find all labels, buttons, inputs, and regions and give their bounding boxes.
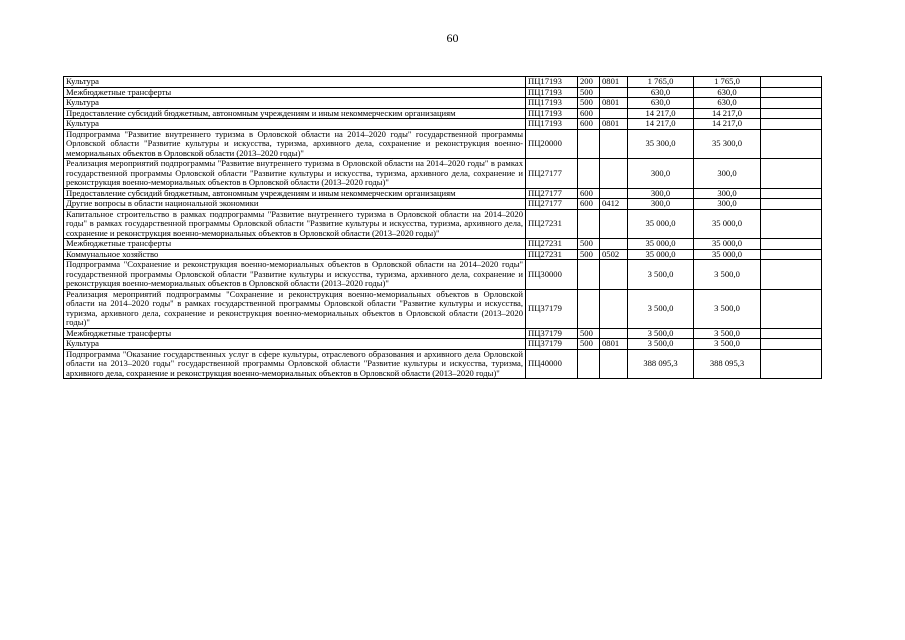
section-code: 0502 [600, 249, 628, 260]
amount-3 [761, 199, 822, 210]
amount-2: 300,0 [694, 159, 761, 189]
item-name: Подпрограмма "Оказание государственных услуг в сфере культуры, отраслевого образования и архивного дела Орловской области на 2013–2020 годы" государственной программы Орловской области "Развитие культуры и искусства, туризма, архивного дела, сохранение и реконструкция военно-мемориальных объектов в Орловской области (2013–2020 годы)" [64, 349, 526, 379]
amount-3 [761, 129, 822, 159]
amount-3 [761, 289, 822, 328]
amount-1: 1 765,0 [628, 77, 694, 88]
amount-3 [761, 209, 822, 239]
item-name: Культура [64, 77, 526, 88]
item-name: Культура [64, 119, 526, 130]
amount-1: 3 500,0 [628, 328, 694, 339]
amount-1: 388 095,3 [628, 349, 694, 379]
amount-3 [761, 108, 822, 119]
item-name: Коммунальное хозяйство [64, 249, 526, 260]
item-name: Межбюджетные трансферты [64, 328, 526, 339]
table-row [64, 260, 822, 290]
expense-type [578, 289, 600, 328]
item-name: Капитальное строительство в рамках подпрограммы "Развитие внутреннего туризма в Орловской области на 2014–2020 годы" в рамках государственной программы Орловской области "Развитие культуры и искусства, туризма, архивного дела, сохранение и реконструкция военно-мемориальных объектов в Орловской области (2013–2020 годы)" [64, 209, 526, 239]
amount-2: 300,0 [694, 199, 761, 210]
amount-2: 388 095,3 [694, 349, 761, 379]
amount-3 [761, 77, 822, 88]
amount-3 [761, 87, 822, 98]
amount-2: 3 500,0 [694, 328, 761, 339]
expense-type [578, 159, 600, 189]
item-name: Культура [64, 339, 526, 350]
expense-type: 500 [578, 249, 600, 260]
amount-1: 300,0 [628, 188, 694, 199]
amount-1: 630,0 [628, 87, 694, 98]
section-code [600, 209, 628, 239]
amount-3 [761, 98, 822, 109]
table-row [64, 328, 822, 339]
amount-1: 3 500,0 [628, 289, 694, 328]
target-code: ПЦ27231 [526, 239, 578, 250]
expense-type: 600 [578, 188, 600, 199]
page-number: 60 [446, 31, 459, 45]
section-code: 0801 [600, 98, 628, 109]
expense-type: 500 [578, 339, 600, 350]
expense-type [578, 129, 600, 159]
item-name: Реализация мероприятий подпрограммы "Развитие внутреннего туризма в Орловской области на 2014–2020 годы" в рамках государственной программы Орловской области "Развитие культуры и искусства, туризма, архивного дела, сохранение и реконструкция военно-мемориальных объектов в Орловской области (2013–2020 годы)" [64, 159, 526, 189]
amount-2: 1 765,0 [694, 77, 761, 88]
target-code: ПЦ17193 [526, 108, 578, 119]
table-row [64, 289, 822, 328]
table-row [64, 108, 822, 119]
item-name: Реализация мероприятий подпрограммы "Сохранение и реконструкция военно-мемориальных объектов в Орловской области на 2014–2020 годы" в рамках государственной программы Орловской области "Развитие культуры и искусства, туризма, архивного дела, сохранение и реконструкция военно-мемориальных объектов в Орловской области (2013–2020 годы)" [64, 289, 526, 328]
item-name: Предоставление субсидий бюджетным, автономным учреждениям и иным некоммерческим организациям [64, 108, 526, 119]
table-row [64, 129, 822, 159]
section-code [600, 129, 628, 159]
amount-1: 35 300,0 [628, 129, 694, 159]
target-code: ПЦ27177 [526, 199, 578, 210]
amount-3 [761, 328, 822, 339]
section-code [600, 239, 628, 250]
section-code [600, 159, 628, 189]
expense-type: 600 [578, 119, 600, 130]
table-row [64, 239, 822, 250]
amount-2: 35 000,0 [694, 209, 761, 239]
table-row [64, 349, 822, 379]
amount-3 [761, 249, 822, 260]
amount-2: 630,0 [694, 98, 761, 109]
target-code: ПЦ20000 [526, 129, 578, 159]
amount-2: 14 217,0 [694, 119, 761, 130]
expense-type [578, 209, 600, 239]
target-code: ПЦ37179 [526, 339, 578, 350]
section-code: 0801 [600, 119, 628, 130]
amount-1: 14 217,0 [628, 119, 694, 130]
section-code [600, 260, 628, 290]
amount-2: 35 300,0 [694, 129, 761, 159]
table-row [64, 249, 822, 260]
expense-type: 500 [578, 239, 600, 250]
table-row [64, 209, 822, 239]
target-code: ПЦ37179 [526, 328, 578, 339]
target-code: ПЦ17193 [526, 119, 578, 130]
section-code: 0801 [600, 339, 628, 350]
amount-3 [761, 339, 822, 350]
item-name: Культура [64, 98, 526, 109]
section-code [600, 108, 628, 119]
item-name: Подпрограмма "Развитие внутреннего туризма в Орловской области на 2014–2020 годы" государственной программы Орловской области "Развитие культуры и искусства, туризма, архивного дела, сохранение и реконструкция военно-мемориальных объектов в Орловской области (2013–2020 годы)" [64, 129, 526, 159]
section-code [600, 328, 628, 339]
expense-type: 500 [578, 87, 600, 98]
table-row [64, 119, 822, 130]
expense-type [578, 260, 600, 290]
target-code: ПЦ40000 [526, 349, 578, 379]
table-row [64, 77, 822, 88]
section-code: 0801 [600, 77, 628, 88]
expense-type: 500 [578, 98, 600, 109]
amount-2: 3 500,0 [694, 339, 761, 350]
table-row [64, 98, 822, 109]
amount-2: 35 000,0 [694, 249, 761, 260]
table-row [64, 159, 822, 189]
table-row [64, 188, 822, 199]
amount-3 [761, 119, 822, 130]
expense-type: 200 [578, 77, 600, 88]
amount-1: 3 500,0 [628, 339, 694, 350]
target-code: ПЦ27231 [526, 209, 578, 239]
item-name: Межбюджетные трансферты [64, 87, 526, 98]
section-code [600, 188, 628, 199]
amount-1: 300,0 [628, 199, 694, 210]
amount-1: 3 500,0 [628, 260, 694, 290]
table-row [64, 339, 822, 350]
amount-2: 35 000,0 [694, 239, 761, 250]
expense-type: 600 [578, 199, 600, 210]
amount-1: 35 000,0 [628, 209, 694, 239]
target-code: ПЦ27177 [526, 188, 578, 199]
section-code: 0412 [600, 199, 628, 210]
budget-table [63, 76, 822, 379]
amount-1: 300,0 [628, 159, 694, 189]
amount-3 [761, 159, 822, 189]
amount-2: 3 500,0 [694, 260, 761, 290]
table-row [64, 199, 822, 210]
amount-3 [761, 260, 822, 290]
target-code: ПЦ37179 [526, 289, 578, 328]
expense-type [578, 349, 600, 379]
amount-3 [761, 349, 822, 379]
amount-2: 630,0 [694, 87, 761, 98]
amount-3 [761, 188, 822, 199]
amount-1: 630,0 [628, 98, 694, 109]
target-code: ПЦ27177 [526, 159, 578, 189]
amount-2: 300,0 [694, 188, 761, 199]
amount-1: 35 000,0 [628, 239, 694, 250]
section-code [600, 289, 628, 328]
item-name: Подпрограмма "Сохранение и реконструкция военно-мемориальных объектов в Орловской области на 2014–2020 годы" государственной программы Орловской области "Развитие культуры и искусства, туризма, архивного дела, сохранение и реконструкция военно-мемориальных объектов в Орловской области (2013–2020 годы)" [64, 260, 526, 290]
target-code: ПЦ17193 [526, 87, 578, 98]
section-code [600, 349, 628, 379]
amount-1: 35 000,0 [628, 249, 694, 260]
expense-type: 600 [578, 108, 600, 119]
target-code: ПЦ17193 [526, 77, 578, 88]
table-row [64, 87, 822, 98]
item-name: Другие вопросы в области национальной экономики [64, 199, 526, 210]
target-code: ПЦ17193 [526, 98, 578, 109]
amount-2: 3 500,0 [694, 289, 761, 328]
amount-1: 14 217,0 [628, 108, 694, 119]
item-name: Межбюджетные трансферты [64, 239, 526, 250]
target-code: ПЦ27231 [526, 249, 578, 260]
item-name: Предоставление субсидий бюджетным, автономным учреждениям и иным некоммерческим организациям [64, 188, 526, 199]
amount-3 [761, 239, 822, 250]
amount-2: 14 217,0 [694, 108, 761, 119]
expense-type: 500 [578, 328, 600, 339]
target-code: ПЦ30000 [526, 260, 578, 290]
section-code [600, 87, 628, 98]
